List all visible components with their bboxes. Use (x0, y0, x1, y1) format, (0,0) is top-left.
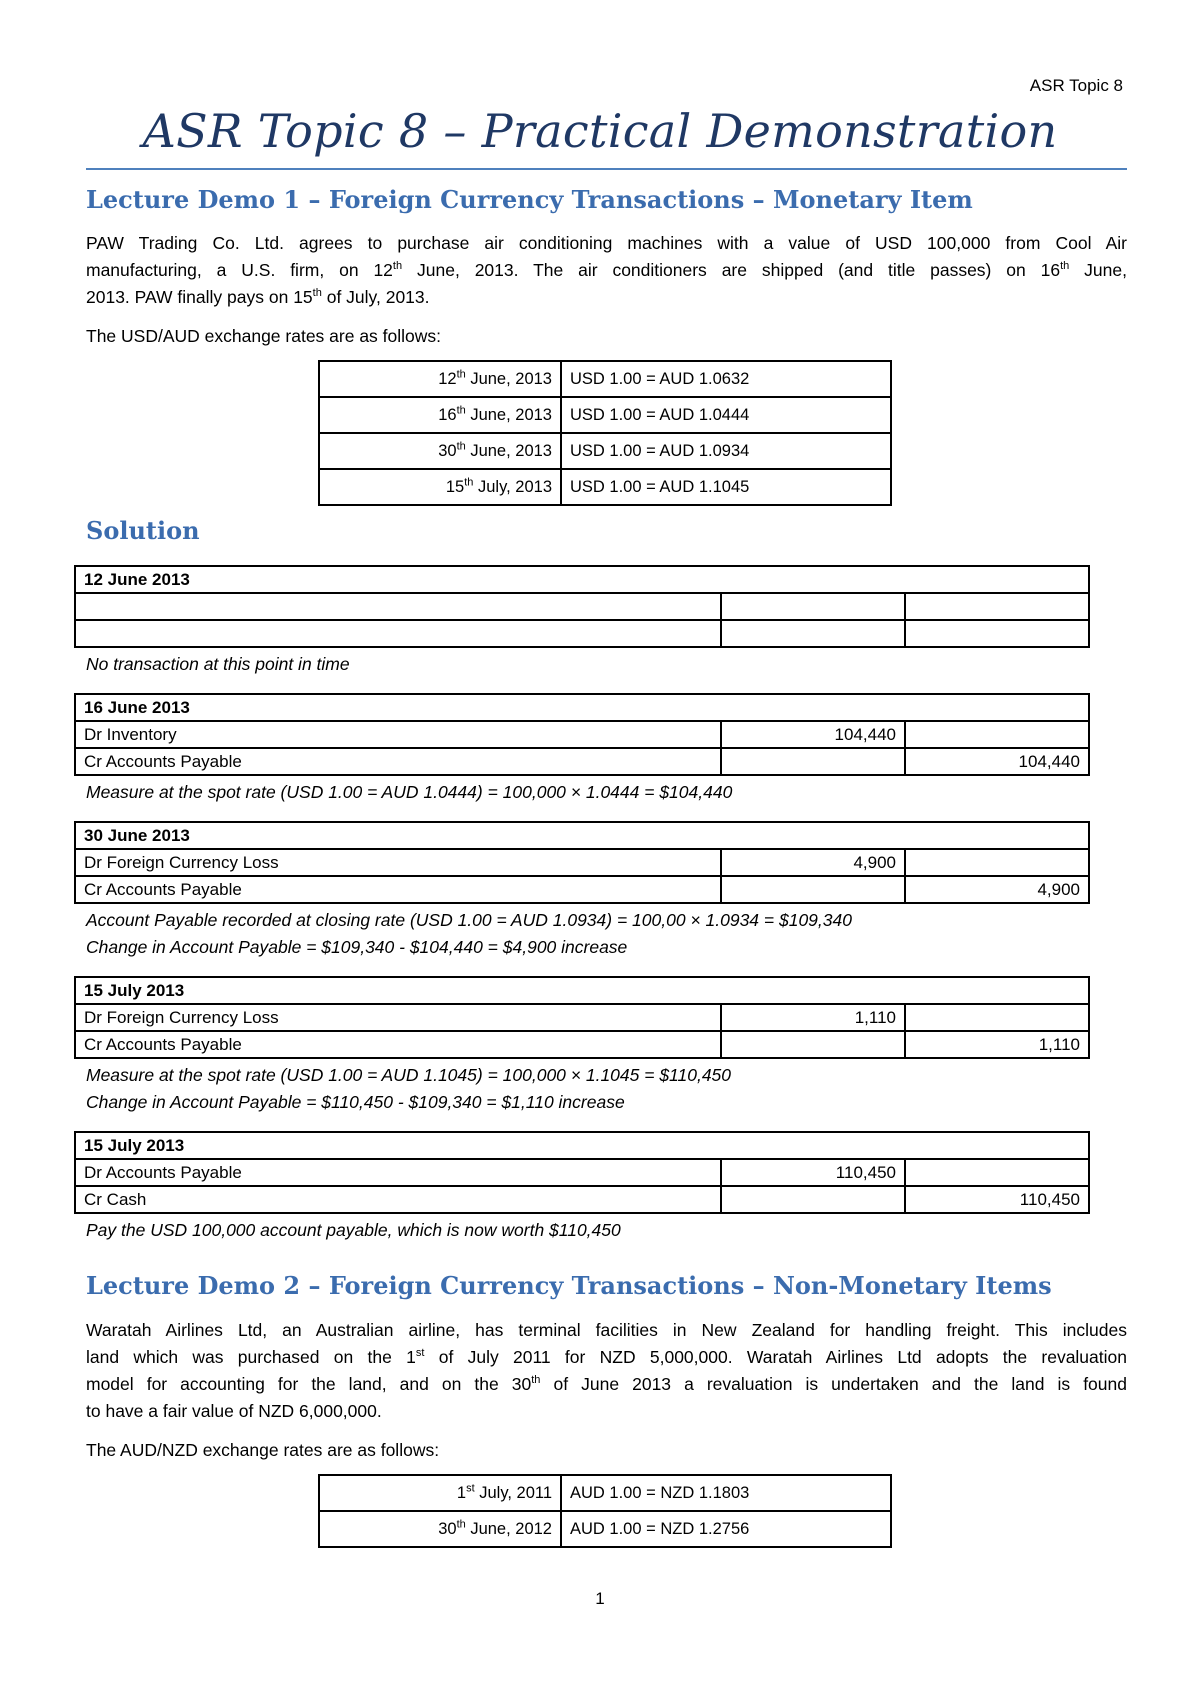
journal-note: Account Payable recorded at closing rate (USD 1.00 = AUD 1.0934) = 100,00 × 1.0934 = $109,340 (86, 910, 852, 930)
rate-row: 30th June, 2012 AUD 1.00 = NZD 1.2756 (319, 1511, 891, 1547)
journal-entry-30-june: 30 June 2013 Dr Foreign Currency Loss 4,900 Cr Accounts Payable 4,900 (74, 821, 1090, 904)
title-underline (86, 168, 1127, 170)
journal-note: Change in Account Payable = $110,450 - $109,340 = $1,110 increase (86, 1092, 625, 1112)
rate-row: 12th June, 2013 USD 1.00 = AUD 1.0632 (319, 361, 891, 397)
demo2-para-line4: to have a fair value of NZD 6,000,000. (86, 1401, 382, 1421)
journal-entry-16-june: 16 June 2013 Dr Inventory 104,440 Cr Accounts Payable 104,440 (74, 693, 1090, 776)
page-number: 1 (595, 1589, 605, 1608)
running-header: ASR Topic 8 (1029, 76, 1123, 95)
aud-nzd-rates-table (318, 1474, 892, 1548)
page-title: ASR Topic 8 – Practical Demonstration (142, 104, 1058, 158)
rate-row: 30th June, 2013 USD 1.00 = AUD 1.0934 (319, 433, 891, 469)
journal-date: 12 June 2013 (75, 566, 1089, 593)
demo1-rates-intro: The USD/AUD exchange rates are as follows: (86, 326, 442, 346)
rate-row: 15th July, 2013 USD 1.00 = AUD 1.1045 (319, 469, 891, 505)
journal-date: 15 July 2013 (75, 1132, 1089, 1159)
demo1-para-line3: 2013. PAW finally pays on 15th of July, 2013. (86, 287, 430, 307)
solution-heading: Solution (86, 516, 200, 545)
demo2-rates-intro: The AUD/NZD exchange rates are as follows: (86, 1440, 440, 1460)
journal-date: 15 July 2013 (75, 977, 1089, 1004)
journal-note: Measure at the spot rate (USD 1.00 = AUD 1.1045) = 100,000 × 1.1045 = $110,450 (86, 1065, 732, 1085)
journal-note: No transaction at this point in time (86, 654, 350, 674)
demo2-para-line3: model for accounting for the land, and on the 30th of June 2013 a revaluation is undertaken and the land is found (86, 1374, 1127, 1394)
journal-entry-15-july-payment: 15 July 2013 Dr Accounts Payable 110,450 Cr Cash 110,450 (74, 1131, 1090, 1214)
journal-note: Pay the USD 100,000 account payable, which is now worth $110,450 (86, 1220, 621, 1240)
demo2-para-line2: land which was purchased on the 1st of July 2011 for NZD 5,000,000. Waratah Airlines Ltd adopts the revaluation (86, 1347, 1127, 1367)
usd-aud-rates-table (318, 360, 892, 506)
journal-date: 16 June 2013 (75, 694, 1089, 721)
journal-date: 30 June 2013 (75, 822, 1089, 849)
journal-note: Change in Account Payable = $109,340 - $104,440 = $4,900 increase (86, 937, 628, 957)
demo1-para-line2: manufacturing, a U.S. firm, on 12th June, 2013. The air conditioners are shipped (and title passes) on 16th June, (86, 260, 1127, 280)
journal-entry-15-july-loss: 15 July 2013 Dr Foreign Currency Loss 1,110 Cr Accounts Payable 1,110 (74, 976, 1090, 1059)
journal-entry-12-june (74, 565, 1090, 648)
journal-note: Measure at the spot rate (USD 1.00 = AUD 1.0444) = 100,000 × 1.0444 = $104,440 (86, 782, 733, 802)
demo1-heading: Lecture Demo 1 – Foreign Currency Transactions – Monetary Item (86, 185, 973, 214)
demo2-para-line1: Waratah Airlines Ltd, an Australian airline, has terminal facilities in New Zealand for handling freight. This includes (86, 1320, 1127, 1340)
rate-row: 1st July, 2011 AUD 1.00 = NZD 1.1803 (319, 1475, 891, 1511)
demo1-para-line1: PAW Trading Co. Ltd. agrees to purchase air conditioning machines with a value of USD 100,000 from Cool Air (86, 233, 1127, 253)
demo2-heading: Lecture Demo 2 – Foreign Currency Transactions – Non-Monetary Items (86, 1271, 1052, 1300)
rate-row: 16th June, 2013 USD 1.00 = AUD 1.0444 (319, 397, 891, 433)
